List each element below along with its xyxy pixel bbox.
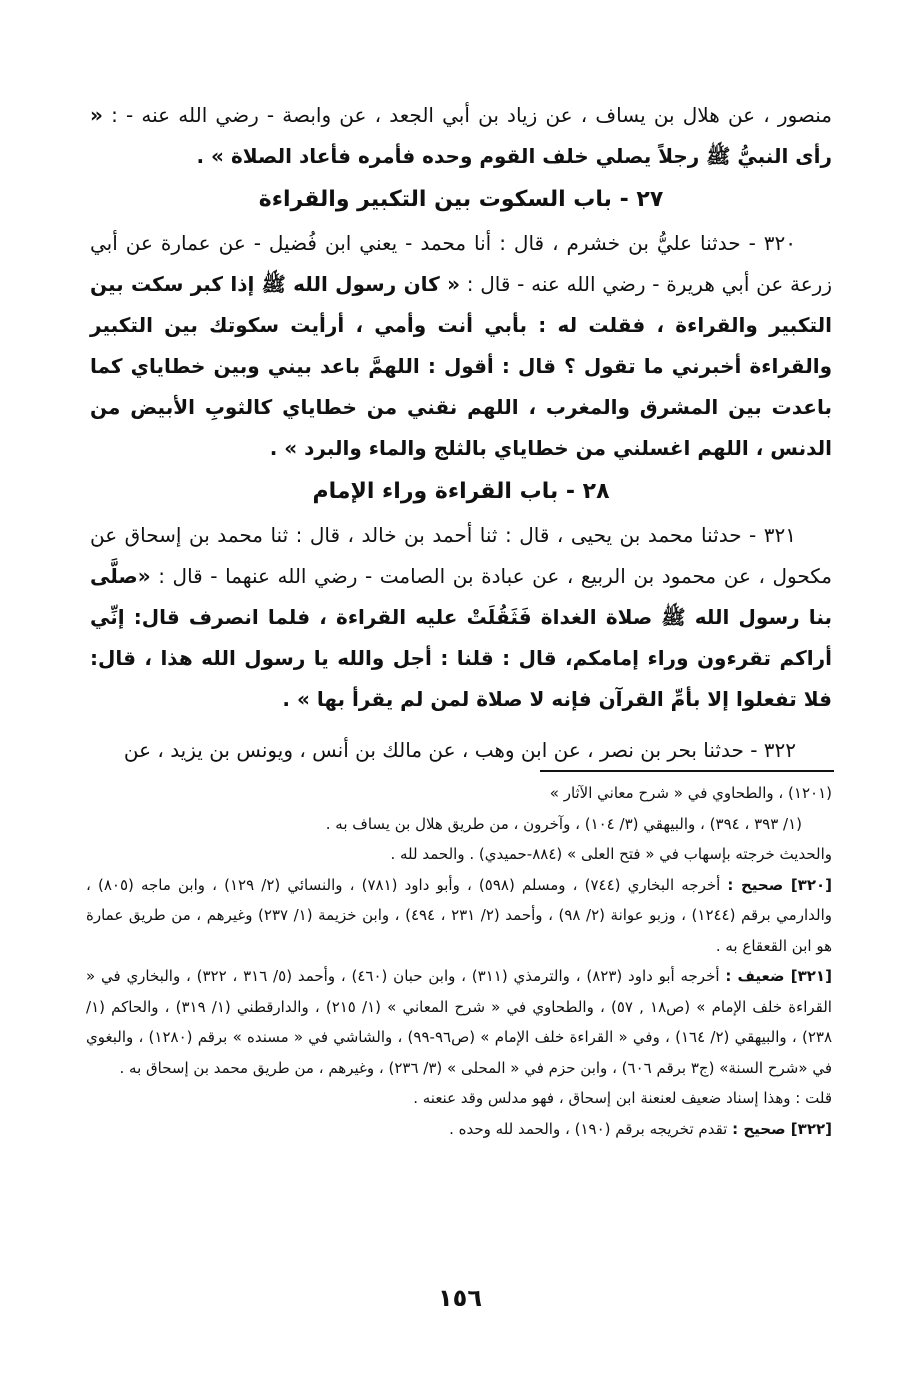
- footnote-321-label: [٣٢١] ضعيف :: [725, 967, 832, 985]
- footnote-320-text: أخرجه البخاري (٧٤٤) ، ومسلم (٥٩٨) ، وأبو داود (٧٨١) ، والنسائي (٢/ ١٢٩) ، وابن ماجه (٨٠٥) ، والدارمي برقم (١٢٤٤) ، وزبو عوانة (٢/ ٩٨) ، وأحمد (٢/ ٢٣١ ، ٤٩٤) ، وابن خزيمة (١/ ٢٣٧) وغيرهم ، من طريق عمارة هو ابن القعقاع به .: [86, 875, 832, 955]
- footnote-320: [86, 870, 832, 962]
- hadith-320: [90, 223, 832, 469]
- footnote-line: (١/ ٣٩٣ ، ٣٩٤) ، والبيهقي (٣/ ١٠٤) ، وآخرون ، من طريق هلال بن يساف به .: [325, 814, 802, 833]
- hadith-321-text: «صلَّى بنا رسول الله ﷺ صلاة الغداة فَثَقُلَتْ عليه القراءة ، فلما انصرف قال: إنِّي أراكم تقرءون وراء إمامكم، قال : قلنا : أجل والله يا رسول الله هذا ، قال: فلا تفعلوا إلا بأمِّ القرآن فإنه لا صلاة لمن لم يقرأ بها » .: [90, 564, 832, 711]
- footnote-321-comment: قلت : وهذا إسناد ضعيف لعنعنة ابن إسحاق ، فهو مدلس وقد عنعنه .: [413, 1089, 832, 1107]
- chapter-heading-27: ٢٧ - باب السكوت بين التكبير والقراءة: [258, 187, 664, 212]
- hadith-quote: « رأى النبيُّ ﷺ رجلاً يصلي خلف القوم وحده فأمره فأعاد الصلاة » .: [90, 103, 832, 168]
- hadith-321: [90, 515, 832, 720]
- footnote-321-text: أخرجه أبو داود (٨٢٣) ، والترمذي (٣١١) ، وابن حبان (٤٦٠) ، وأحمد (٥/ ٣١٦ ، ٣٢٢) ، والبخاري في « القراءة خلف الإمام » (ص١٨ , ٥٧) ، والطحاوي في « شرح المعاني » (١/ ٢١٥) ، والدارقطني (١/ ٣١٩) ، والحاكم (١/ ٢٣٨) ، والبيهقي (٢/ ١٦٤) ، وفي « القراءة خلف الإمام » (ص٩٦-٩٩) ، والشاشي في « مسنده » برقم (١٢٨٠) ، والبغوي في «شرح السنة» (ج٣ برقم ٦٠٦) ، وابن حزم في « المحلى » (٣/ ٢٣٦) ، وغيرهم ، من طريق محمد بن إسحاق به .: [86, 967, 832, 1077]
- footnote-320-label: [٣٢٠] صحيح :: [727, 875, 832, 894]
- footnote-321: [86, 961, 832, 1083]
- hadith-320-chain: ٣٢٠ - حدثنا عليُّ بن خشرم ، قال : أنا محمد - يعني ابن فُضيل - عن عمارة عن أبي زرعة عن أبي هريرة - رضي الله عنه - قال :: [90, 231, 832, 296]
- chapter-heading-28: ٢٨ - باب القراءة وراء الإمام: [312, 479, 610, 504]
- footnote-divider: [540, 770, 834, 772]
- footnote-line: (١٢٠١) ، والطحاوي في « شرح معاني الآثار »: [549, 784, 832, 802]
- spacer: [90, 720, 832, 730]
- hadith-320-text: « كان رسول الله ﷺ إذا كبر سكت بين التكبير والقراءة ، فقلت له : بأبي أنت وأمي ، أرأيت سكوتك بين التكبير والقراءة أخبرني ما تقول ؟ قال : أقول : اللهمَّ باعد بيني وبين خطاياي كما باعدت بين المشرق والمغرب ، اللهم نقني من خطاياي كالثوبِ الأبيض من الدنس ، اللهم اغسلني من خطاياي بالثلج والماء والبرد » .: [90, 272, 832, 460]
- paragraph-continuation: [90, 95, 832, 177]
- hadith-321-chain: ٣٢١ - حدثنا محمد بن يحيى ، قال : ثنا أحمد بن خالد ، قال : ثنا محمد بن إسحاق عن مكحول ، عن محمود بن الربيع ، عن عبادة بن الصامت - رضي الله عنهما - قال :: [90, 523, 832, 588]
- main-text: [90, 95, 832, 771]
- hadith-322: ٣٢٢ - حدثنا بحر بن نصر ، عن ابن وهب ، عن مالك بن أنس ، ويونس بن يزيد ، عن: [123, 738, 796, 762]
- page-number: ١٥٦: [438, 1284, 482, 1312]
- footnote-line: والحديث خرجته بإسهاب في « فتح العلى » (٨٨٤-حميدي) . والحمد لله .: [390, 845, 832, 863]
- continuation-text: منصور ، عن هلال بن يساف ، عن زياد بن أبي الجعد ، عن وابصة - رضي الله عنه - :: [111, 103, 832, 127]
- footnote-322-text: تقدم تخريجه برقم (١٩٠) ، والحمد لله وحده .: [449, 1119, 728, 1138]
- footnote-322-label: [٣٢٢] صحيح :: [732, 1119, 832, 1138]
- footnotes: [86, 778, 832, 1144]
- footnote-322: [86, 1114, 832, 1145]
